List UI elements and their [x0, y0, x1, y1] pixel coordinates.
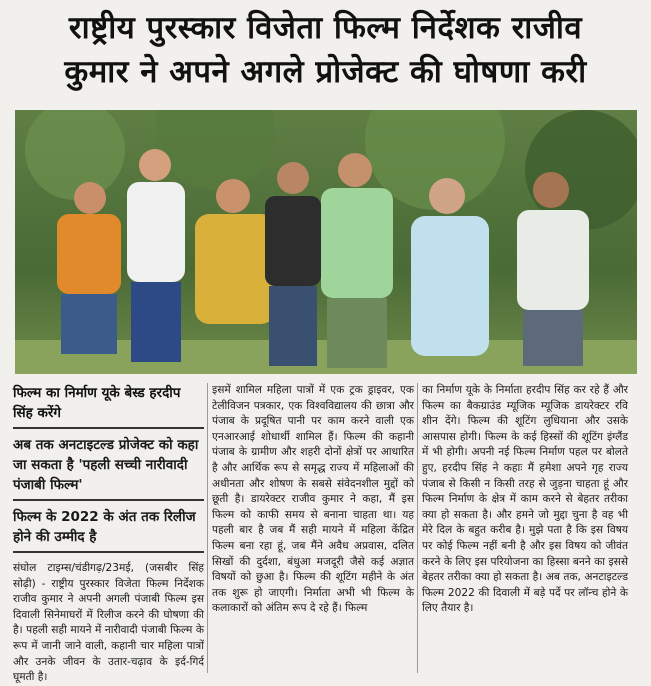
headline-line-1: राष्ट्रीय पुरस्कार विजेता फिल्म निर्देशक राजीव	[68, 10, 583, 46]
sidebar-heading-release: फिल्म के 2022 के अंत तक रिलीज होने की उम्मीद है	[13, 507, 204, 553]
article-column-3: का निर्माण यूके के निर्माता हरदीप सिंह कर रहे हैं और फिल्म का बैकग्राउंड म्यूजिक म्यूजिक डायरेक्टर रवि शीन देंगे। फिल्म की शूटिंग लुधियाना और उसके आसपास होगी। फिल्म के कई हिस्सों की शूटिंग इंग्लैंड में भी होगी। अपनी नई फिल्म निर्माण पहल पर बोलते हुए, हरदीप सिंह ने कहाः मैं हमेशा अपने गृह राज्य पंजाब से किसी न किसी तरह से जुड़ना चाहता हूं और फिल्म निर्माण के क्षेत्र में काम करने से बेहतर तरीका क्या हो सकता है। और हमने जो मुद्दा चुना है वह भी मेरे दिल के बहुत करीब है। मुझे पता है कि इस विषय पर कोई फिल्म नहीं बनी है और इस विषय को जीवंत करने के लिए इस परियोजना का हिस्सा बनने का इससे बेहतर तरीका क्या हो सकता है। अब तक, अनटाइटल्ड फिल्म 2022 की दिवाली में बड़े पर्दे पर लॉन्च होने के लिए तैयार है।	[422, 384, 628, 615]
headline-line-2: कुमार ने अपने अगले प्रोजेक्ट की घोषणा करी	[64, 54, 587, 90]
sidebar-pull-quote: अब तक अनटाइटल्ड प्रोजेक्ट को कहा जा सकता है 'पहली सच्ची नारीवादी पंजाबी फिल्म'	[13, 435, 204, 501]
sidebar	[13, 383, 204, 686]
headline	[10, 6, 641, 94]
column-divider	[417, 383, 418, 673]
column-divider	[207, 383, 208, 673]
group-photo-icon	[15, 110, 637, 374]
sidebar-heading-producer: फिल्म का निर्माण यूके बेस्ड हरदीप सिंह करेंगे	[13, 383, 204, 429]
article-lead-paragraph: संघोल टाइम्स/चंडीगढ़/23मई, (जसबीर सिंह सोढ़ी) - राष्ट्रीय पुरस्कार विजेता फिल्म निर्देशक राजीव कुमार ने अपनी अगली पंजाबी फिल्म इस दिवाली सिनेमाघरों में रिलीज करने की घोषणा की है। पहली सही मायने में नारीवादी पंजाबी फिल्म के रूप में जानी जाने वाली, कहानी चार महिला पात्रों और उनके जीवन के उतार-चढ़ाव के इर्द-गिर्द घूमती है।	[13, 562, 204, 684]
group-photo	[15, 110, 637, 374]
article-column-2: इसमें शामिल महिला पात्रों में एक ट्रक ड्राइवर, एक टेलीविजन पत्रकार, एक विश्वविद्यालय की छात्रा और पंजाब के प्रदूषित पानी पर काम करने वाली एक एनआरआई शोधार्थी शामिल हैं। फिल्म की कहानी पंजाब के ग्रामीण और शहरी दोनों क्षेत्रों पर आधारित है और आर्थिक रूप से समृद्ध राज्य में महिलाओं की अधीनता और शोषण के सबसे संवेदनशील मुद्दों को छूती है। डायरेक्टर राजीव कुमार ने कहा, मैं इस फिल्म को काफी समय से बनाना चाहता था। यह पहली बार है जब मैं सही मायने में महिला केंद्रित फिल्म बना रहा हूं, जब मैंने अवैध अप्रवास, दलित सिखों की दुर्दशा, बंधुआ मजदूरी जैसे कई अज्ञात विषयों को छुआ है। फिल्म की शूटिंग महीने के अंत तक शुरू हो जाएगी। निर्माता अभी भी फिल्म के कलाकारों को अंतिम रूप दे रहे हैं। फिल्म	[212, 384, 414, 615]
